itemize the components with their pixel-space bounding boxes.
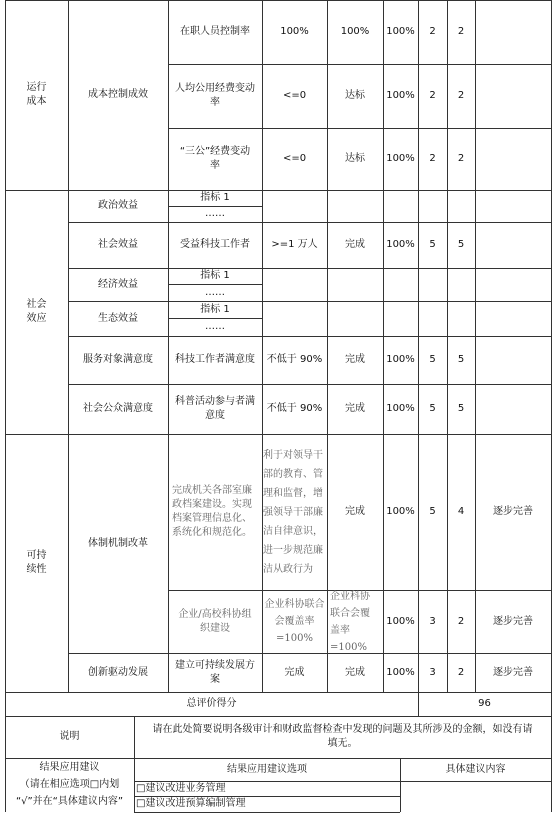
remark-text: 逐步完善 <box>493 666 533 678</box>
weight-value: 2 <box>429 26 436 37</box>
weight-value: 3 <box>429 666 436 678</box>
indicator-placeholder: 指标 1 <box>200 303 230 315</box>
subcategory-reform: 体制机制改革 <box>88 537 148 549</box>
target-value: >=1 万人 <box>271 239 318 250</box>
indicator-tech-worker-satisfaction: 科技工作者满意度 <box>175 354 255 365</box>
score-value: 2 <box>457 26 465 37</box>
subcategory-innovation: 创新驱动发展 <box>88 666 148 678</box>
weight-value: 5 <box>429 354 436 365</box>
subcategory-economic: 经济效益 <box>98 278 138 290</box>
score-value: 2 <box>457 615 465 627</box>
indicator-three-public: “三公”经费变动 率 <box>179 146 251 171</box>
indicator-science-participant-satisfaction: 科普活动参与者满 意度 <box>175 396 255 421</box>
note-text: 请在此处简要说明各级审计和财政监督检查中发现的问题及其所涉及的金额，如没有请 填无。 <box>152 724 533 749</box>
actual-value: 完成 <box>345 403 365 414</box>
indicator-association-building: 企业/高校科协组 织建设 <box>178 608 252 634</box>
target-coverage: 企业科协联合 会覆盖率 =100% <box>264 599 325 644</box>
indicator-ellipsis: …… <box>205 321 225 332</box>
score-value: 2 <box>457 666 465 678</box>
suggestion-option-business[interactable]: □建议改进业务管理 <box>136 782 226 794</box>
suggestion-option-budget[interactable]: □建议改进预算编制管理 <box>136 798 246 809</box>
completion-rate: 100% <box>386 239 415 250</box>
actual-value: 完成 <box>345 666 365 678</box>
weight-value: 3 <box>429 615 436 627</box>
completion-rate: 100% <box>386 90 415 101</box>
indicator-placeholder: 指标 1 <box>200 270 230 281</box>
total-score-label: 总评价得分 <box>186 698 237 709</box>
weight-value: 2 <box>429 153 436 164</box>
remark-text: 逐步完善 <box>493 615 533 627</box>
score-value: 5 <box>457 354 465 365</box>
indicator-ellipsis: …… <box>205 208 225 219</box>
score-value: 5 <box>457 403 465 414</box>
subcategory-cost-control: 成本控制成效 <box>88 89 148 100</box>
weight-value: 2 <box>429 90 436 101</box>
completion-rate: 100% <box>386 506 415 517</box>
weight-value: 5 <box>429 239 436 250</box>
subcategory-social: 社会效益 <box>98 239 138 250</box>
actual-value: 完成 <box>345 239 365 250</box>
note-label: 说明 <box>59 731 80 742</box>
score-value: 4 <box>457 506 465 517</box>
target-description: 利于对领导干 部的教育、管 理和监督，增 强领导干部廉 洁自律意识， 进一步规范廉 洁从政行为 <box>263 449 323 575</box>
indicator-sustainable-plan: 建立可持续发展方 案 <box>175 659 255 685</box>
actual-value: 100% <box>340 26 370 37</box>
target-value: 100% <box>280 26 309 37</box>
completion-rate: 100% <box>386 666 415 678</box>
suggestion-options-header: 结果应用建议选项 <box>227 763 307 775</box>
target-value: 完成 <box>284 666 305 678</box>
indicator-placeholder: 指标 1 <box>200 192 230 203</box>
suggestion-label: 结果应用建议 （请在相应选项□内划 “√”并在“具体建议内容” <box>15 762 124 807</box>
target-value: <=0 <box>282 153 307 164</box>
completion-rate: 100% <box>386 615 415 627</box>
indicator-integrity-archive: 完成机关各部室廉 政档案建设。实现 档案管理信息化、 系统化和规范化。 <box>172 485 252 538</box>
total-score-value: 96 <box>478 698 491 709</box>
subcategory-ecological: 生态效益 <box>98 312 138 324</box>
category-operating-cost: 运行 成本 <box>26 82 47 107</box>
indicator-public-expense: 人均公用经费变动 率 <box>175 83 255 108</box>
score-value: 5 <box>457 239 465 250</box>
target-value: 不低于 90% <box>266 403 323 414</box>
indicator-ellipsis: …… <box>205 286 225 298</box>
remark-text: 逐步完善 <box>493 506 533 517</box>
completion-rate: 100% <box>386 403 415 414</box>
actual-value: 达标 <box>345 153 365 164</box>
subcategory-political: 政治效益 <box>98 200 138 211</box>
target-value: 不低于 90% <box>266 354 323 365</box>
category-sustainability: 可持 续性 <box>26 550 47 575</box>
indicator-beneficiaries: 受益科技工作者 <box>180 239 250 250</box>
subcategory-service-satisfaction: 服务对象满意度 <box>83 354 153 365</box>
actual-value: 完成 <box>345 354 365 365</box>
target-value: <=0 <box>282 90 307 101</box>
completion-rate: 100% <box>386 153 415 164</box>
completion-rate: 100% <box>386 26 415 37</box>
score-value: 2 <box>457 90 465 101</box>
weight-value: 5 <box>429 403 436 414</box>
actual-value: 完成 <box>345 506 365 517</box>
actual-value: 达标 <box>345 90 365 101</box>
actual-coverage: 企业科协 联合会覆 盖率=100% <box>330 590 370 653</box>
indicator-staff-control: 在职人员控制率 <box>180 26 250 37</box>
completion-rate: 100% <box>386 354 415 365</box>
suggestion-content-header: 具体建议内容 <box>445 763 506 775</box>
weight-value: 5 <box>429 506 436 517</box>
subcategory-public-satisfaction: 社会公众满意度 <box>83 403 153 414</box>
category-social-effect: 社会 效应 <box>26 299 47 324</box>
score-value: 2 <box>457 153 465 164</box>
